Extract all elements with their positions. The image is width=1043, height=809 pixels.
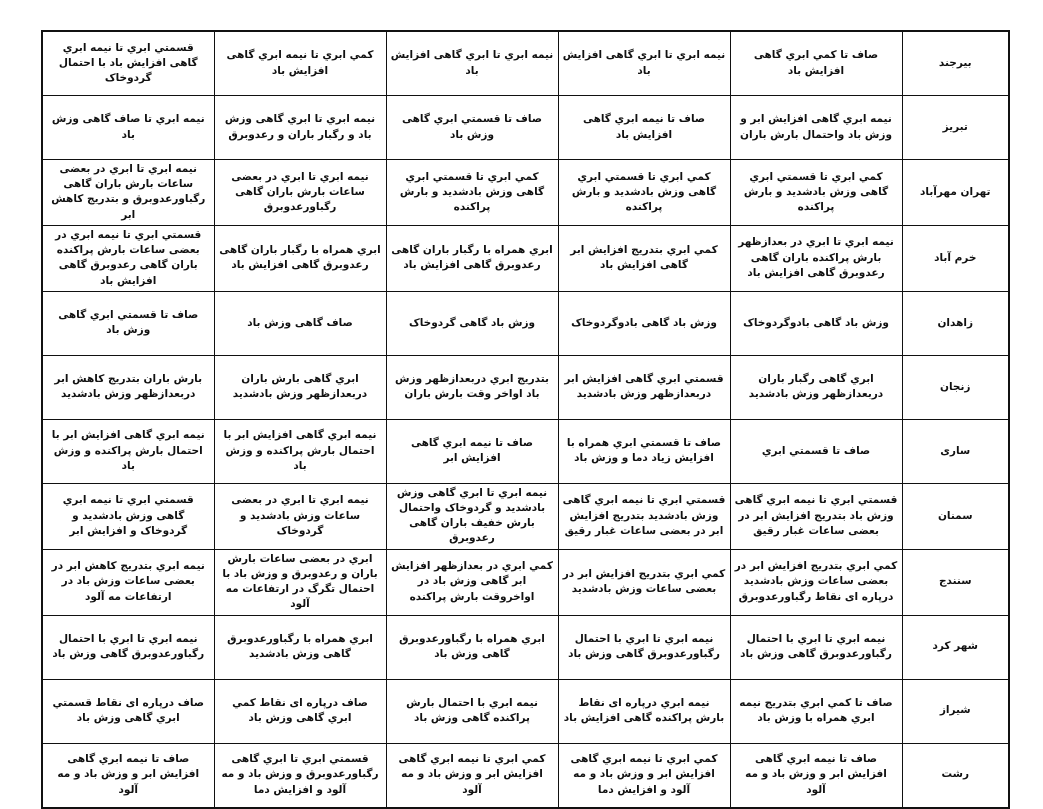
forecast-cell: نيمه ابري تا ابري با احتمال رگباورعدوبرق گاهی وزش باد	[42, 615, 214, 679]
table-row	[42, 615, 1009, 679]
forecast-cell: قسمتي ابري گاهی افزايش ابر دربعدازظهر وزش بادشدید	[558, 355, 730, 419]
forecast-cell: قسمتي ابري تا ابري گاهی رگباورعدوبرق و وزش باد و مه آلود و افزايش دما	[214, 743, 386, 808]
forecast-cell: كمي ابري تا نيمه ابري گاهی افزايش ابر و وزش باد و مه آلود	[386, 743, 558, 808]
forecast-cell: ابري همراه با رگباورعدوبرق گاهی وزش بادشدید	[214, 615, 386, 679]
forecast-cell: ابري گاهی بارش باران دربعدازظهر وزش بادشدید	[214, 355, 386, 419]
forecast-cell: قسمتي ابري تا نيمه ابري گاهی وزش بادشدید و گردوخاک و افزايش ابر	[42, 483, 214, 549]
forecast-cell: قسمتي ابري تا نيمه ابري گاهی افزايش باد با احتمال گردوخاک	[42, 31, 214, 96]
city-cell: زنجان	[902, 355, 1009, 419]
forecast-cell: ابري در بعضی ساعات بارش باران و رعدوبرق و وزش باد با احتمال تگرگ در ارتفاعات مه آلود	[214, 549, 386, 615]
table-row	[42, 291, 1009, 355]
city-cell: شهر کرد	[902, 615, 1009, 679]
city-cell: تهران مهرآباد	[902, 160, 1009, 226]
forecast-cell: نيمه ابري تا ابري در بعضی ساعات وزش بادشدید و گردوخاک	[214, 483, 386, 549]
forecast-cell: وزش باد گاهی گردوخاک	[386, 291, 558, 355]
table-row	[42, 31, 1009, 96]
city-cell: تبریز	[902, 96, 1009, 160]
forecast-cell: كمي ابري تا قسمتي ابري گاهی وزش بادشدید و بارش پراكنده	[386, 160, 558, 226]
forecast-cell: ابري همراه با رگباورعدوبرق گاهی وزش باد	[386, 615, 558, 679]
forecast-cell: صاف تا كمي ابري بتدريج نيمه ابري همراه با وزش باد	[730, 679, 902, 743]
forecast-cell: صاف تا قسمتي ابري	[730, 419, 902, 483]
forecast-cell: صاف تا قسمتي ابري گاهی وزش باد	[42, 291, 214, 355]
forecast-cell: ابري گاهی رگبار باران دربعدازظهر وزش بادشدید	[730, 355, 902, 419]
forecast-cell: نيمه ابري تا ابري در بعضی ساعات بارش باران گاهی رگباورعدوبرق	[214, 160, 386, 226]
city-cell: بیرجند	[902, 31, 1009, 96]
forecast-cell: قسمتي ابري تا نيمه ابري در بعضی ساعات بارش پراکنده باران گاهی رعدوبرق گاهی افزايش باد	[42, 225, 214, 291]
forecast-cell: قسمتي ابري تا نيمه ابري گاهی وزش باد بتدريج افزايش ابر در بعضی ساعات غبار رقيق	[730, 483, 902, 549]
city-cell: سنندج	[902, 549, 1009, 615]
forecast-cell: وزش باد گاهی بادوگردوخاک	[730, 291, 902, 355]
forecast-cell: صاف تا كمي ابري گاهی افزايش باد	[730, 31, 902, 96]
forecast-cell: بارش باران بتدريج کاهش ابر دربعدازظهر وزش بادشدید	[42, 355, 214, 419]
city-cell: ساری	[902, 419, 1009, 483]
city-cell: شیراز	[902, 679, 1009, 743]
forecast-cell: كمي ابري بتدريج افزايش ابر در بعضی ساعات وزش بادشدید درپاره ای نقاط رگباورعدوبرق	[730, 549, 902, 615]
forecast-cell: صاف درپاره ای نقاط قسمتي ابري گاهی وزش باد	[42, 679, 214, 743]
forecast-cell: نيمه ابري تا ابري گاهی وزش بادشدید و گردوخاک واحتمال بارش خفيف باران گاهی رعدوبرق	[386, 483, 558, 549]
forecast-cell: نيمه ابري تا ابري در بعضی ساعات بارش باران گاهی رگباورعدوبرق و بتدریج کاهش ابر	[42, 160, 214, 226]
forecast-cell: كمي ابري تا قسمتي ابري گاهی وزش بادشدید و بارش پراكنده	[558, 160, 730, 226]
forecast-cell: صاف تا قسمتي ابري گاهی وزش باد	[386, 96, 558, 160]
forecast-cell: صاف تا نيمه ابري گاهی افزايش ابر	[386, 419, 558, 483]
forecast-cell: صاف تا نيمه ابري گاهی افزايش ابر و وزش باد و مه آلود	[730, 743, 902, 808]
forecast-cell: نيمه ابري تا ابري گاهی وزش باد و رگبار باران و رعدوبرق	[214, 96, 386, 160]
forecast-cell: كمي ابري در بعدازظهر افزايش ابر گاهی وزش باد در اواخروقت بارش پراکنده	[386, 549, 558, 615]
forecast-cell: صاف تا قسمتي ابري همراه با افزايش زیاد دما و وزش باد	[558, 419, 730, 483]
forecast-cell: نيمه ابري تا ابري با احتمال رگباورعدوبرق گاهی وزش باد	[730, 615, 902, 679]
table-row	[42, 355, 1009, 419]
forecast-cell: نيمه ابري تا ابري گاهی افزايش باد	[558, 31, 730, 96]
forecast-cell: كمي ابري تا قسمتي ابري گاهی وزش بادشدید و بارش پراكنده	[730, 160, 902, 226]
city-cell: سمنان	[902, 483, 1009, 549]
forecast-cell: ابري همراه با رگبار باران گاهی رعدوبرق گاهی افزايش باد	[386, 225, 558, 291]
forecast-cell: نيمه ابري درپاره ای نقاط بارش پراکنده گاهی افزايش باد	[558, 679, 730, 743]
forecast-cell: نيمه ابري گاهی افزايش ابر با احتمال بارش پراکنده و وزش باد	[214, 419, 386, 483]
table-row	[42, 679, 1009, 743]
table-row	[42, 160, 1009, 226]
table-row	[42, 483, 1009, 549]
forecast-cell: نيمه ابري تا ابري گاهی افزايش باد	[386, 31, 558, 96]
table-row	[42, 549, 1009, 615]
table-row	[42, 743, 1009, 808]
city-cell: زاهدان	[902, 291, 1009, 355]
city-cell: خرم آباد	[902, 225, 1009, 291]
forecast-cell: صاف تا نيمه ابري گاهی افزايش باد	[558, 96, 730, 160]
forecast-cell: نيمه ابري تا صاف گاهی وزش باد	[42, 96, 214, 160]
forecast-cell: كمي ابري تا نيمه ابري گاهی افزايش ابر و وزش باد و مه آلود و افزايش دما	[558, 743, 730, 808]
forecast-cell: صاف گاهی وزش باد	[214, 291, 386, 355]
forecast-cell: نيمه ابري گاهی افزايش ابر با احتمال بارش پراکنده و وزش باد	[42, 419, 214, 483]
table-row	[42, 419, 1009, 483]
forecast-cell: قسمتي ابري تا نيمه ابري گاهی وزش بادشدید بتدريج افزايش ابر در بعضی ساعات غبار رقيق	[558, 483, 730, 549]
forecast-cell: كمي ابري بتدريج افزايش ابر در بعضی ساعات وزش بادشدید	[558, 549, 730, 615]
forecast-cell: صاف تا نيمه ابري گاهی افزايش ابر و وزش باد و مه آلود	[42, 743, 214, 808]
forecast-cell: كمي ابري بتدريج افزايش ابر گاهی افزايش باد	[558, 225, 730, 291]
forecast-cell: نيمه ابري گاهی افزايش ابر و وزش باد واحتمال بارش باران	[730, 96, 902, 160]
forecast-cell: بتدريج ابري دربعدازظهر وزش باد اواخر وقت بارش باران	[386, 355, 558, 419]
forecast-cell: وزش باد گاهی بادوگردوخاک	[558, 291, 730, 355]
city-cell: رشت	[902, 743, 1009, 808]
forecast-cell: كمي ابري تا نيمه ابري گاهی افزايش باد	[214, 31, 386, 96]
forecast-cell: صاف درپاره ای نقاط كمي ابري گاهی وزش باد	[214, 679, 386, 743]
weather-forecast-table	[41, 30, 1010, 809]
forecast-cell: نيمه ابري بتدريج کاهش ابر در بعضی ساعات وزش باد در ارتفاعات مه آلود	[42, 549, 214, 615]
forecast-cell: نيمه ابري با احتمال بارش پراکنده گاهی وزش باد	[386, 679, 558, 743]
table-row	[42, 96, 1009, 160]
table-row	[42, 225, 1009, 291]
forecast-cell: نيمه ابري تا ابري با احتمال رگباورعدوبرق گاهی وزش باد	[558, 615, 730, 679]
forecast-cell: نيمه ابري تا ابري در بعدازظهر بارش پراکنده باران گاهی رعدوبرق گاهی افزايش باد	[730, 225, 902, 291]
forecast-cell: ابري همراه با رگبار باران گاهی رعدوبرق گاهی افزايش باد	[214, 225, 386, 291]
